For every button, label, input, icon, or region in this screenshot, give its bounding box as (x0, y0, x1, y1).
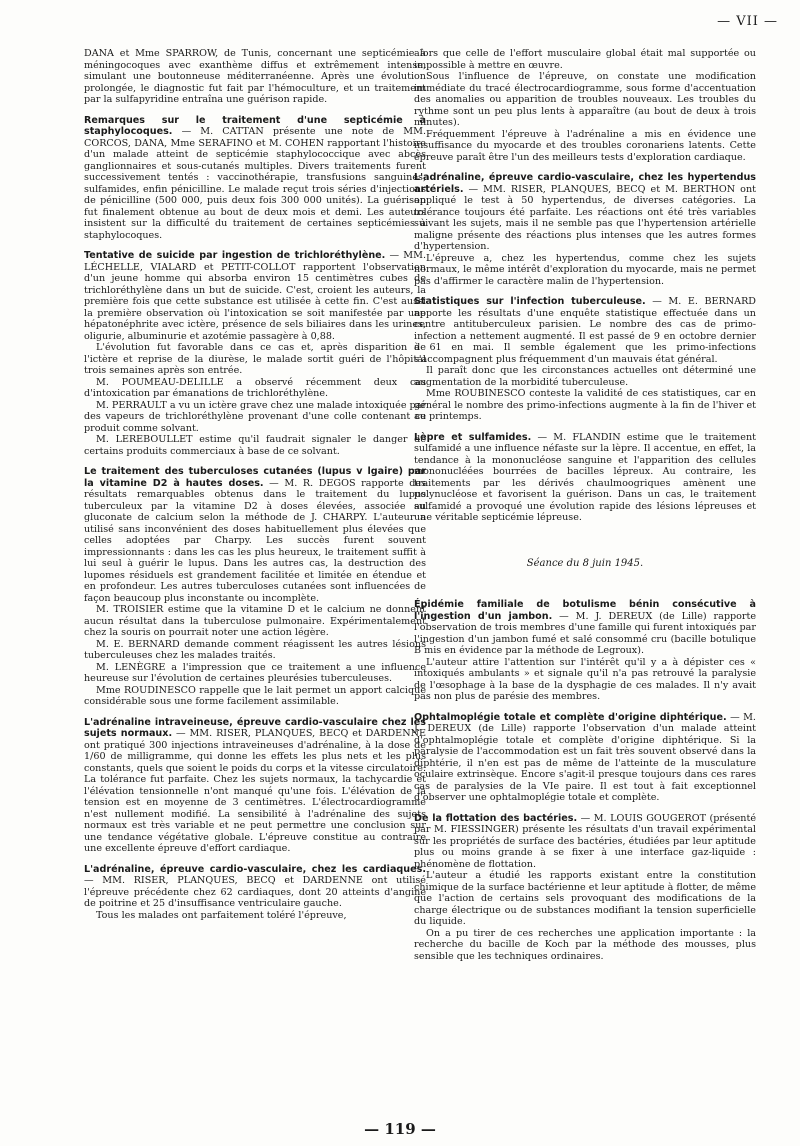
paragraph: L'adrénaline, épreuve cardio-vasculaire, chez les hypertendus artériels. — MM. RISER, PLANQUES, BECQ et M. BERTHON ont appliqué le test à 50 hypertendus, de diverses catégories. La tolérance toujours été parfaite. Les réactions ont été très variables suivant les sujets, mais il ne semble pas que l'hypertension artérielle maligne présente des réactions plus intenses que les autres formes d'hypertension. (414, 172, 756, 252)
paragraph: On a pu tirer de ces recherches une application importante : la recherche du bacille de Koch par la méthode des mousses, plus sensible que les techniques ordinaires. (414, 927, 756, 962)
page-header-roman: — VII — (717, 14, 778, 29)
section-lepre-sulfamides (414, 432, 756, 524)
section-tuberculoses-cutanees (84, 466, 426, 708)
section-ophtalmoplegie (414, 712, 756, 804)
section-intro-right (414, 48, 756, 163)
section-adrenaline-hypertendus (414, 172, 756, 287)
paragraph: M. TROISIER estime que la vitamine D et le calcium ne donnent aucun résultat dans la tuberculose pulmonaire. Expérimentalement chez la souris on pourrait noter une action légère. (84, 604, 426, 638)
section-intro-left (84, 48, 426, 106)
section-title: Lèpre et sulfamides. (414, 431, 532, 443)
paragraph: L'adrénaline, épreuve cardio-vasculaire, chez les cardiaques. — MM. RISER, PLANQUES, BECQ et DARDENNE ont utilisé l'épreuve précédente chez 62 cardiaques, dont 20 atteints d'angine de poitrine et 25 d'insuffisance ventriculaire gauche. (84, 863, 426, 909)
section-title: Ophtalmoplégie totale et complète d'origine diphtérique. (414, 711, 727, 723)
section-title: L'adrénaline, épreuve cardio-vasculaire, chez les cardiaques. (84, 863, 426, 875)
paragraph: Statistiques sur l'infection tuberculeuse. — M. E. BERNARD apporte les résultats d'une enquête statistique effectuée dans un centre antituberculeux parisien. Le nombre des cas de primo-infection a nettement augmenté. Il est passé de 9 en octobre dernier à 61 en mai. Il semble également que les primo-infections s'accompagnent plus fréquemment d'un mauvais état général. (414, 296, 756, 365)
section-title: Statistiques sur l'infection tuberculeuse. (414, 296, 646, 307)
paragraph: Fréquemment l'épreuve à l'adrénaline a mis en évidence une insuffisance du myocarde et des troubles coronariens latents. Cette épreuve paraît être l'un des meilleurs tests d'exploration cardiaque. (414, 128, 756, 163)
paragraph: alors que celle de l'effort musculaire global était mal supportée ou impossible à mettre en œuvre. (414, 48, 756, 71)
paragraph: M. LEREBOULLET estime qu'il faudrait signaler le danger de certains produits commerciaux à base de ce solvant. (84, 434, 426, 457)
section-title: De la flottation des bactéries. (414, 812, 578, 824)
paragraph: Mme ROUDINESCO rappelle que le lait permet un apport calcique considérable sous une forme facilement assimilable. (84, 684, 426, 707)
paragraph: L'auteur attire l'attention sur l'intérêt qu'il y a à dépister ces « intoxiqués ambulants » et signale qu'il n'a pas retrouvé la paralysie de l'œsophage à la base de la dysphagie de ces malades. Il n'y avait pas non plus de parésie des membres. (414, 656, 756, 702)
section-staphylocoques (84, 115, 426, 242)
paragraph: Le traitement des tuberculoses cutanées (lupus v lgaire) par la vitamine D2 à hautes doses. — M. R. DEGOS rapporte des résultats remarquables obtenus dans le traitement du lupus tuberculeux par la vitamine D2 à doses élevées, associée au gluconate de calcium selon la méthode de J. CHARPY. L'auteur a utilisé sans inconvénient des doses habituellement plus élevées que celles adoptées par Charpy. Les succès furent souvent impressionnants : dans les cas les plus heureux, le traitement suffit à lui seul à guérir le lupus. Dans les autres cas, la destruction des lupomes résiduels est grandement facilitée et limitée en étendue et en profondeur. Les autres tuberculoses cutanées sont influencées de façon beaucoup plus inconstante ou incomplète. (84, 466, 426, 604)
section-title: Tentative de suicide par ingestion de trichloréthylène. (84, 250, 386, 261)
seance-date: Séance du 8 juin 1945. (526, 557, 644, 569)
paragraph: Tous les malades ont parfaitement toléré l'épreuve, (96, 909, 347, 921)
section-botulisme (414, 599, 756, 703)
paragraph: Tentative de suicide par ingestion de trichloréthylène. — MM. LÉCHELLE, VIALARD et PETIT-COLLOT rapportent l'observation d'un jeune homme qui absorba environ 15 centimètres cubes de trichloréthylène dans un but de suicide. C'est, croient les auteurs, la première fois que cette substance est utilisée à cette fin. C'est aussi la première observation où l'intoxication se soit manifestée par une hépatonéphrite avec ictère, présence de sels biliaires dans les urines, oligurie, albuminurie et azotémie passagère à 0,88. (84, 250, 426, 342)
paragraph: L'épreuve a, chez les hypertendus, comme chez les sujets normaux, le même intérêt d'exploration du myocarde, mais ne permet pas d'affirmer le caractère malin de l'hypertension. (414, 252, 756, 287)
paragraph: M. POUMEAU-DELILLE a observé récemment deux cas d'intoxication par émanations de trichloréthylène. (84, 376, 426, 399)
section-trichlorethylene (84, 250, 426, 457)
section-statistiques-tuberculose (414, 296, 756, 423)
paragraph: L'évolution fut favorable dans ce cas et, après disparition de l'ictère et reprise de la diurèse, le malade sortit guéri de l'hôpital trois semaines après son entrée. (84, 342, 426, 376)
paragraph: Remarques sur le traitement d'une septicémie à staphylocoques. — M. CATTAN présente une note de MM. CORCOS, DANA, Mme SERAFINO et M. COHEN rapportant l'histoire d'un malade atteint de septicémie staphylococcique avec abcès ganglionnaires et sous-cutanés multiples. Divers traitements furent successivement tentés : vaccinothérapie, transfusions sanguines, sulfamides, enfin pénicilline. Le malade reçut trois séries d'injections de pénicilline (500 000, puis deux fois 300 000 unités). La guérison fut finalement obtenue au bout de deux mois et demi. Les auteurs insistent sur la difficulté du traitement de certaines septicémies à staphylocoques. (84, 114, 426, 241)
paragraph: M. LENÈGRE a l'impression que ce traitement a une influence heureuse sur l'évolution de certaines pleurésies tuberculeuses. (84, 661, 426, 684)
right-column (414, 48, 756, 962)
section-flottation-bacteries (414, 813, 756, 963)
section-title: L'adrénaline intraveineuse, épreuve cardio-vasculaire chez les sujets normaux. (84, 716, 426, 739)
paragraph: L'adrénaline intraveineuse, épreuve cardio-vasculaire chez les sujets normaux. — MM. RISER, PLANQUES, BECQ et DARDENNE ont pratiqué 300 injections intraveineuses d'adrénaline, à la dose de 1/60 de milligramme, qui donne les effets les plus nets et les plus constants, quels que soient le poids du corps et la vitesse circulatoire. La tolérance fut parfaite. Chez les sujets normaux, la tachycardie et l'élévation tensionnelle n'ont manqué qu'une fois. L'élévation de la tension est en moyenne de 3 centimètres. L'électrocardiogramme n'est nullement modifié. La sensibilité à l'adrénaline des sujets normaux est très variable et ne peut permettre une conclusion sur une tendance végétative globale. L'épreuve constitue au contraire une excellente épreuve d'effort cardiaque. (84, 716, 427, 854)
section-title: Remarques sur le traitement d'une septicémie à staphylocoques. (84, 114, 426, 137)
page-number: — 119 — (364, 1120, 436, 1138)
section-title: Épidémie familiale de botulisme bénin consécutive à l'ingestion d'un jambon. (414, 599, 756, 622)
paragraph: Il paraît donc que les circonstances actuelles ont déterminé une augmentation de la morbidité tuberculeuse. (414, 365, 756, 388)
section-title: L'adrénaline, épreuve cardio-vasculaire, chez les hypertendus artériels. (414, 172, 756, 195)
section-title: Le traitement des tuberculoses cutanées (lupus v lgaire) par la vitamine D2 à hautes doses. (84, 466, 426, 489)
section-adrenaline-normaux (84, 717, 426, 855)
paragraph: M. E. BERNARD demande comment réagissent les autres lésions tuberculeuses chez les malades traités. (84, 638, 426, 661)
paragraph: M. PERRAULT a vu un ictère grave chez une malade intoxiquée par des vapeurs de trichloréthylène provenant d'une colle contenant ce produit comme solvant. (84, 399, 427, 434)
left-column (84, 48, 426, 921)
paragraph: Mme ROUBINESCO conteste la validité de ces statistiques, car en général le nombre des primo-infections augmente à la fin de l'hiver et au printemps. (414, 388, 756, 422)
paragraph: Lèpre et sulfamides. — M. FLANDIN estime que le traitement sulfamidé a une influence néfaste sur la lèpre. Il accentue, en effet, la tendance à la mononucléose sanguine et l'apparition des cellules mononucléées bourrées de bacilles lépreux. Au contraire, les traitements par les dérivés chaulmoogriques amènent une polynucléose et favorisent la guérison. Dans un cas, le traitement sulfamidé a provoqué une évolution rapide des lésions lépreuses et une véritable septicémie lépreuse. (414, 431, 756, 523)
section-adrenaline-cardiaques (84, 864, 426, 922)
paragraph: L'auteur a étudié les rapports existant entre la constitution chimique de la surface bactérienne et leur aptitude à flotter, de même que l'action de certains sels provoquant des modifications de la charge électrique ou de substances modifiant la tension superficielle du liquide. (414, 870, 756, 927)
paragraph: Épidémie familiale de botulisme bénin consécutive à l'ingestion d'un jambon. — M. J. DEREUX (de Lille) rapporte l'observation de trois membres d'une famille qui furent intoxiqués par l'ingestion d'un jambon fumé et salé consommé cru (bacille botulique B mis en évidence par la méthode de Legroux). (414, 599, 757, 656)
paragraph: DANA et Mme SPARROW, de Tunis, concernant une septicémie à méningocoques avec exanthème diffus et extrêmement intense, simulant une boutonneuse méditerranéenne. Après une évolution prolongée, le diagnostic fut fait par l'hémoculture, et un traitement par la sulfapyridine entraîna une guérison rapide. (84, 48, 426, 105)
paragraph: Ophtalmoplégie totale et complète d'origine diphtérique. — M. J. DEREUX (de Lille) rapporte l'observation d'un malade atteint d'ophtalmoplégie totale et complète d'origine diphtérique. Si la paralysie de l'accommodation est un fait très souvent observé dans la diphtérie, il n'en est pas de même de l'atteinte de la musculature oculaire extrinsèque. Encore s'agit-il presque toujours dans ces rares cas de paralysies de la VIe paire. Il est tout à fait exceptionnel d'observer une ophtalmoplégie totale et complète. (414, 711, 756, 803)
paragraph: Sous l'influence de l'épreuve, on constate une modification immédiate du tracé électrocardiogramme, sous forme d'accentuation des anomalies ou apparition de troubles nouveaux. Les troubles du rythme sont un peu plus lents à apparaître (au bout de deux à trois minutes). (414, 71, 756, 128)
paragraph: De la flottation des bactéries. — M. LOUIS GOUGEROT (présenté par M. FIESSINGER) présente les résultats d'un travail expérimental sur les propriétés de surface des bactéries, étudiées par leur aptitude plus ou moins grande à se fixer à une interface gaz-liquide : phénomène de flottation. (414, 812, 756, 870)
